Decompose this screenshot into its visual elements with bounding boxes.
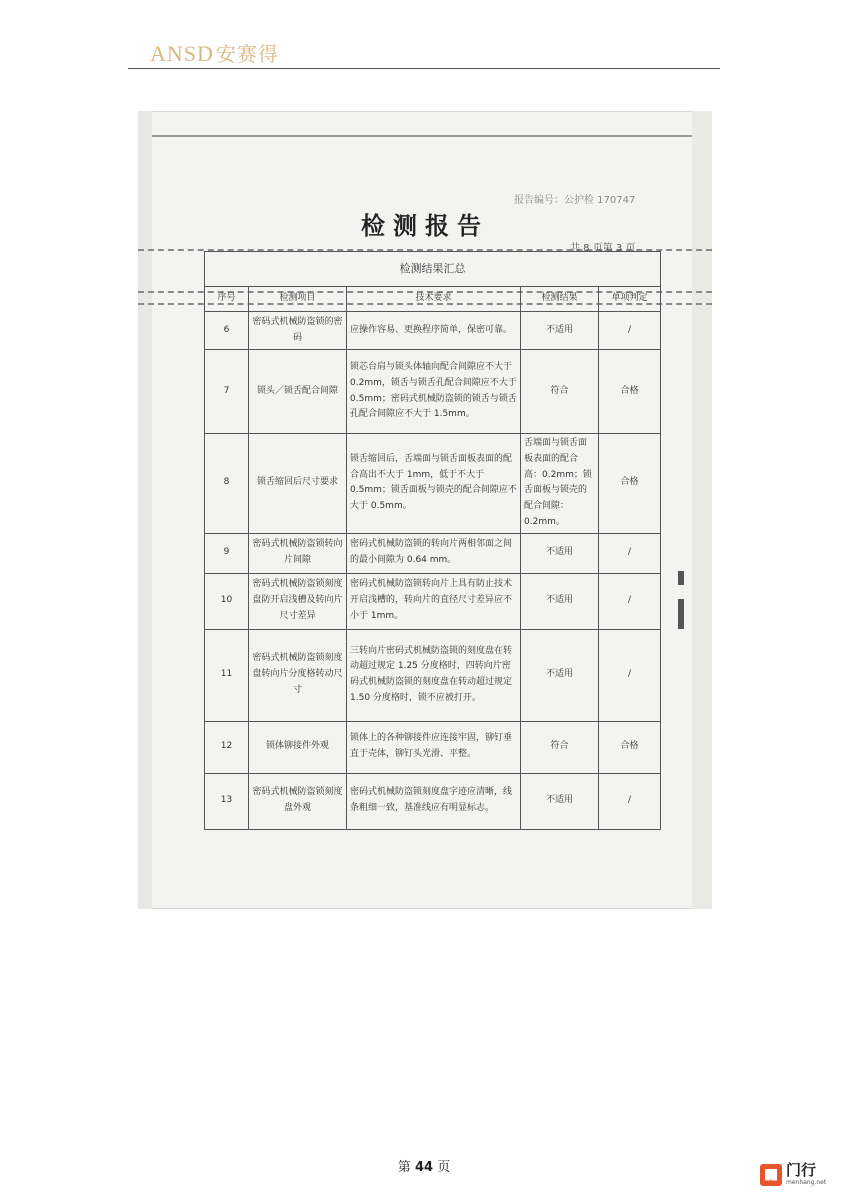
- row-judgement: 合格: [599, 434, 661, 534]
- page-number-value: 44: [414, 1160, 434, 1175]
- row-requirement: 三转向片密码式机械防盗锁的刻度盘在转动超过规定 1.25 分度格时，四转向片密码式机械防盗锁的刻度盘在转动超过规定 1.50 分度格时，锁不应被打开。: [347, 629, 521, 721]
- row-item: 锁头／锁舌配合间隙: [249, 350, 347, 434]
- col-header-result: 检测结果: [521, 287, 599, 312]
- row-judgement: /: [599, 573, 661, 629]
- page-number: [0, 1156, 848, 1175]
- brand-logo-icon: [760, 1164, 782, 1186]
- row-requirement: 密码式机械防盗锁的转向片两相邻面之间的最小间隙为 0.64 mm。: [347, 533, 521, 573]
- row-result: 不适用: [521, 573, 599, 629]
- row-number: 8: [205, 434, 249, 534]
- row-number: 10: [205, 573, 249, 629]
- row-item: 密码式机械防盗锁刻度盘转向片分度格转动尺寸: [249, 629, 347, 721]
- table-row: [205, 773, 661, 829]
- row-number: 7: [205, 350, 249, 434]
- table-row: [205, 312, 661, 350]
- report-number: 报告编号：公护检 170747: [514, 195, 636, 206]
- row-judgement: /: [599, 773, 661, 829]
- row-result: 不适用: [521, 533, 599, 573]
- row-requirement: 应操作容易、更换程序简单，保密可靠。: [347, 312, 521, 350]
- row-number: 13: [205, 773, 249, 829]
- row-judgement: 合格: [599, 350, 661, 434]
- row-item: 密码式机械防盗锁刻度盘防开启浅槽及转向片尺寸差异: [249, 573, 347, 629]
- scanned-report-image: [138, 111, 712, 909]
- row-number: 11: [205, 629, 249, 721]
- logo-chinese: 安赛得: [215, 42, 279, 66]
- scan-artifact: [678, 599, 684, 629]
- col-header-item: 检测项目: [249, 287, 347, 312]
- row-requirement: 锁芯台肩与锁头体轴向配合间隙应不大于 0.2mm，锁舌与锁舌孔配合间隙应不大于 0.5mm；密码式机械防盗锁的锁舌与锁舌孔配合间隙应不大于 1.5mm。: [347, 350, 521, 434]
- report-title: 检测报告: [361, 211, 489, 240]
- row-item: 锁舌缩回后尺寸要求: [249, 434, 347, 534]
- row-result: 不适用: [521, 773, 599, 829]
- page-suffix: 页: [437, 1160, 451, 1175]
- row-result: 舌端面与锁舌面板表面的配合高：0.2mm；锁舌面板与锁壳的配合间隙：0.2mm。: [521, 434, 599, 534]
- scan-top-line: [152, 135, 692, 137]
- row-judgement: 合格: [599, 721, 661, 773]
- row-item: 锁体铆接件外观: [249, 721, 347, 773]
- row-requirement: 密码式机械防盗锁转向片上具有防止技术开启浅槽的，转向片的直径尺寸差异应不小于 1mm。: [347, 573, 521, 629]
- report-page-count: 共 8 页第 3 页: [570, 243, 636, 254]
- row-requirement: 密码式机械防盗锁刻度盘字迹应清晰，线条粗细一致，基准线应有明显标志。: [347, 773, 521, 829]
- row-item: 密码式机械防盗锁转向片间隙: [249, 533, 347, 573]
- col-header-no: 序号: [205, 287, 249, 312]
- table-row: [205, 533, 661, 573]
- table-row: [205, 721, 661, 773]
- brand-watermark[interactable]: [760, 1163, 826, 1186]
- scan-artifact: [678, 571, 684, 585]
- company-logo: [150, 38, 279, 67]
- col-header-requirement: 技术要求: [347, 287, 521, 312]
- table-row: [205, 573, 661, 629]
- col-header-judgement: 单项判定: [599, 287, 661, 312]
- row-result: 不适用: [521, 629, 599, 721]
- page-prefix: 第: [397, 1160, 411, 1175]
- row-judgement: /: [599, 533, 661, 573]
- row-result: 符合: [521, 721, 599, 773]
- row-requirement: 锁舌缩回后，舌端面与锁舌面板表面的配合高出不大于 1mm，低于不大于 0.5mm；锁舌面板与锁壳的配合间隙应不大于 0.5mm。: [347, 434, 521, 534]
- row-item: 密码式机械防盗锁的密码: [249, 312, 347, 350]
- row-number: 9: [205, 533, 249, 573]
- row-judgement: /: [599, 629, 661, 721]
- row-number: 12: [205, 721, 249, 773]
- logo-latin: ANSD: [150, 41, 214, 66]
- row-result: 不适用: [521, 312, 599, 350]
- table-title: 检测结果汇总: [205, 252, 661, 287]
- row-item: 密码式机械防盗锁刻度盘外观: [249, 773, 347, 829]
- header-divider: [128, 68, 720, 69]
- table-row: [205, 629, 661, 721]
- table-row: [205, 350, 661, 434]
- table-row: [205, 434, 661, 534]
- row-number: 6: [205, 312, 249, 350]
- brand-name: 门行: [786, 1161, 817, 1179]
- brand-url: menhang.net: [786, 1179, 827, 1186]
- table-title-row: [205, 252, 661, 287]
- results-table: [204, 251, 661, 830]
- row-result: 符合: [521, 350, 599, 434]
- row-requirement: 锁体上的各种铆接件应连接牢固，铆钉垂直于壳体，铆钉头光滑、平整。: [347, 721, 521, 773]
- row-judgement: /: [599, 312, 661, 350]
- table-header-row: [205, 287, 661, 312]
